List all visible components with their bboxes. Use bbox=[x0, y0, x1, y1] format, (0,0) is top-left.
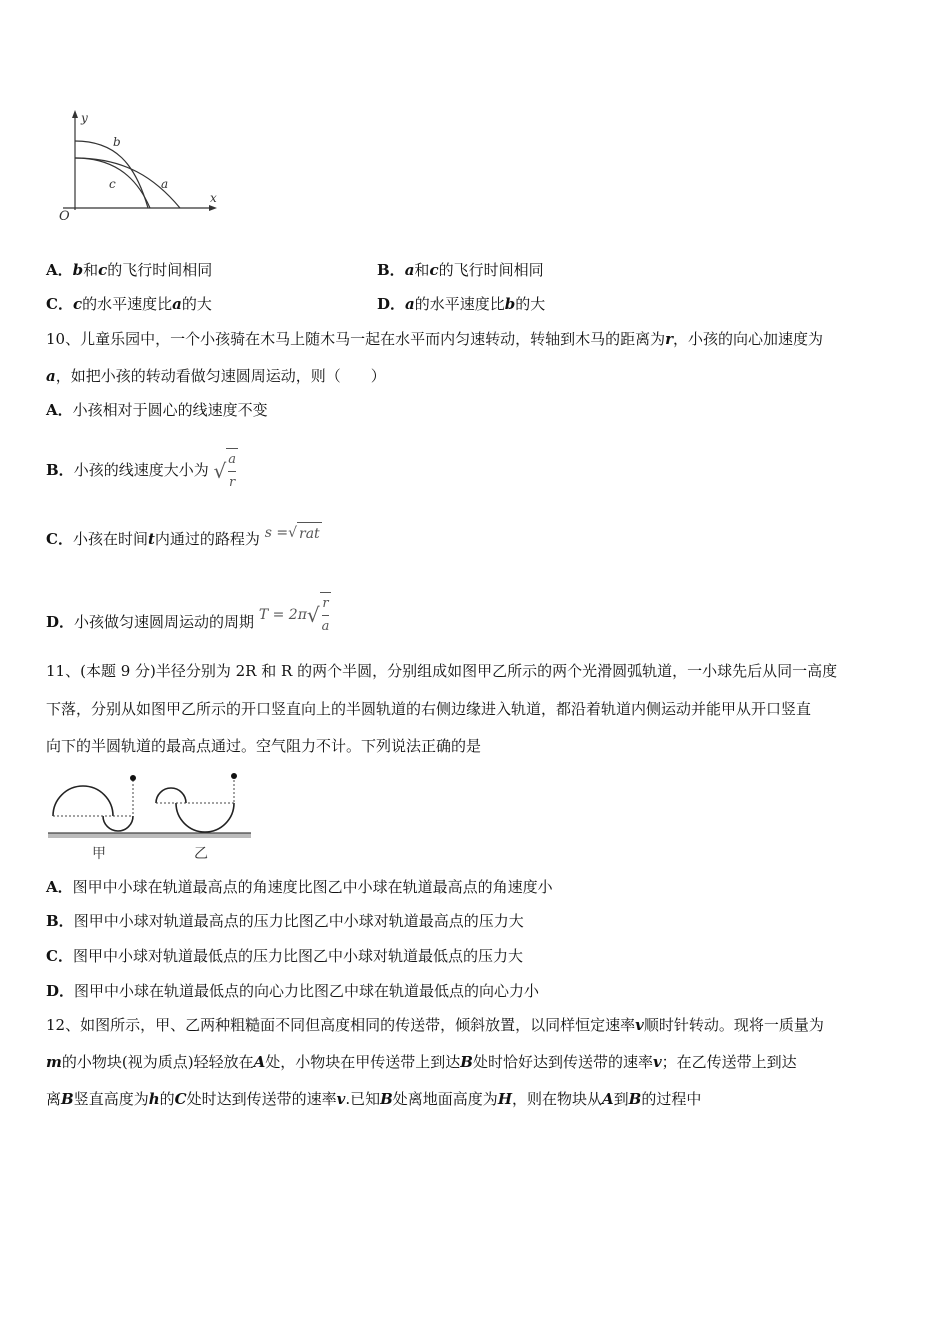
x-label: x bbox=[210, 191, 217, 205]
q10-stem-line2: a，如把小孩的转动看做匀速圆周运动，则（ ） bbox=[46, 367, 386, 385]
jia-small-semicircle bbox=[103, 816, 133, 831]
semicircle-track-figure bbox=[48, 770, 253, 865]
q11-stem-line3: 向下的半圆轨道的最高点通过。空气阻力不计。下列说法正确的是 bbox=[46, 737, 482, 755]
curve-b bbox=[75, 141, 148, 208]
q11-stem-line1: 11、(本题 9 分)半径分别为 2R 和 R 的两个半圆，分别组成如图甲乙所示的两个光滑圆弧轨道，一小球先后从同一高度 bbox=[46, 662, 838, 680]
y-axis-arrow bbox=[72, 110, 78, 118]
q10-option-c[interactable]: C．小孩在时间t内通过的路程为 s =√ rat bbox=[46, 528, 322, 552]
q9-option-b[interactable]: B．a和c的飞行时间相同 bbox=[377, 261, 544, 279]
origin-label: O bbox=[59, 209, 70, 224]
formula-s: s =√ rat bbox=[265, 525, 322, 541]
q11-option-a[interactable]: A．图甲中小球在轨道最高点的角速度比图乙中小球在轨道最高点的角速度小 bbox=[46, 878, 553, 896]
jia-large-semicircle bbox=[53, 786, 113, 816]
q12-stem-line1: 12、如图所示，甲、乙两种粗糙面不同但高度相同的传送带，倾斜放置，以同样恒定速率v顺时针转动。现将一质量为 bbox=[46, 1016, 824, 1034]
yi-small-semicircle bbox=[156, 788, 186, 803]
y-label: y bbox=[81, 111, 88, 125]
curve-c-label: c bbox=[109, 177, 116, 191]
curve-a-label: a bbox=[161, 177, 169, 191]
x-axis-arrow bbox=[209, 205, 217, 211]
q12-stem-line2: m的小物块(视为质点)轻轻放在A处，小物块在甲传送带上到达B处时恰好达到传送带的速率v；在乙传送带上到达 bbox=[46, 1053, 797, 1071]
formula-sqrt-a-over-r: √ $\frac{a}{r}$ bbox=[213, 448, 238, 494]
q9-option-d[interactable]: D．a的水平速度比b的大 bbox=[377, 295, 546, 313]
ground bbox=[48, 833, 251, 838]
q11-option-c[interactable]: C．图甲中小球对轨道最低点的压力比图乙中小球对轨道最低点的压力大 bbox=[46, 947, 523, 965]
q9-option-c[interactable]: C．c的水平速度比a的大 bbox=[46, 295, 212, 313]
q10-stem-line1: 10、儿童乐园中，一个小孩骑在木马上随木马一起在水平而内匀速转动，转轴到木马的距离为r，小孩的向心加速度为 bbox=[46, 330, 824, 348]
q11-option-b[interactable]: B．图甲中小球对轨道最高点的压力比图乙中小球对轨道最高点的压力大 bbox=[46, 912, 524, 930]
q10-option-d[interactable]: D．小孩做匀速圆周运动的周期 T = 2π√ $\frac{r}{a}$ bbox=[46, 600, 331, 646]
q11-stem-line2: 下落，分别从如图甲乙所示的开口竖直向上的半圆轨道的右侧边缘进入轨道，都沿着轨道内侧运动并能甲从开口竖直 bbox=[46, 700, 812, 718]
q10-option-a[interactable]: A．小孩相对于圆心的线速度不变 bbox=[46, 401, 268, 419]
formula-t: T = 2π√ $\frac{r}{a}$ bbox=[259, 607, 332, 623]
q9-option-a[interactable]: A．b和c的飞行时间相同 bbox=[46, 261, 213, 279]
trajectory-figure bbox=[55, 108, 225, 226]
q12-stem-line3: 离B竖直高度为h的C处时达到传送带的速率v.已知B处离地面高度为H，则在物块从A到B的过程中 bbox=[46, 1090, 702, 1108]
q11-option-d[interactable]: D．图甲中小球在轨道最低点的向心力比图乙中球在轨道最低点的向心力小 bbox=[46, 982, 540, 1000]
yi-large-semicircle bbox=[176, 803, 234, 832]
label-yi: 乙 bbox=[194, 846, 208, 862]
label-jia: 甲 bbox=[92, 846, 106, 862]
curve-b-label: b bbox=[113, 135, 121, 149]
jia-ball bbox=[130, 775, 136, 781]
yi-ball bbox=[231, 773, 237, 779]
q10-option-b[interactable]: B．小孩的线速度大小为 √ $\frac{a}{r}$ bbox=[46, 448, 238, 494]
